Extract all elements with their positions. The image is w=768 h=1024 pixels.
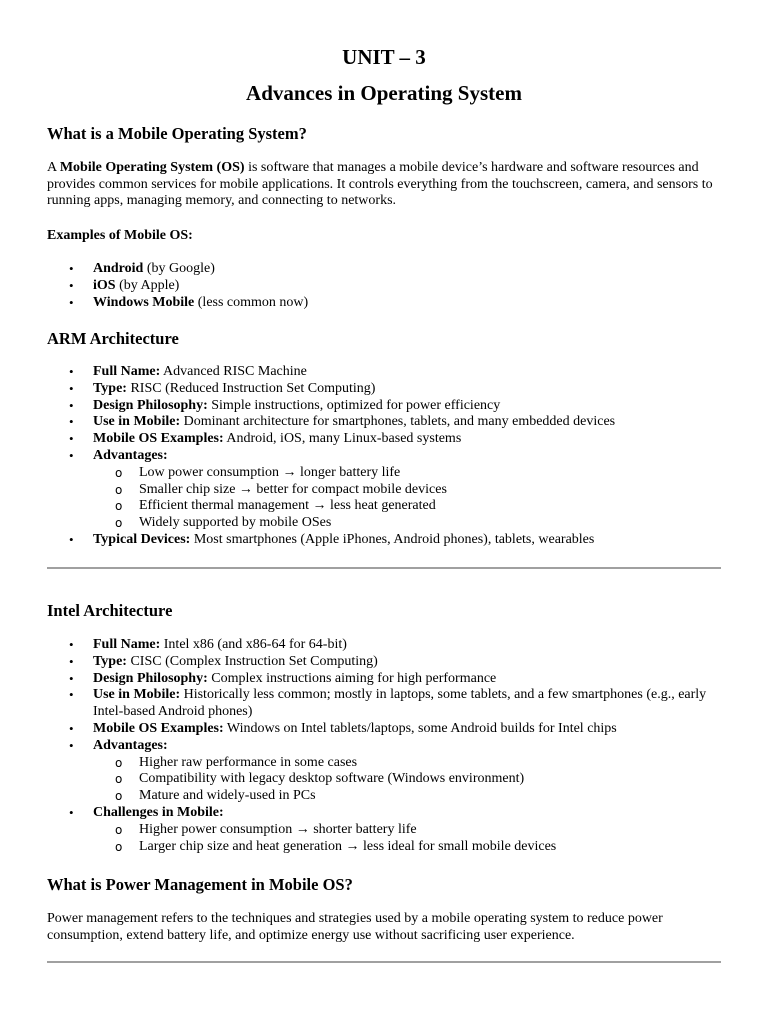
examples-list (93, 261, 733, 311)
sub-list-item: o Smaller chip size → better for compact mobile devices (139, 482, 733, 499)
horizontal-divider (47, 567, 721, 569)
sub-list-item: o Larger chip size and heat generation → less ideal for small mobile devices (139, 839, 733, 856)
section-heading-intel: Intel Architecture (47, 601, 173, 620)
intel-challenges-list (139, 822, 733, 856)
horizontal-divider (47, 961, 721, 963)
list-item: • Type: RISC (Reduced Instruction Set Computing) (93, 381, 733, 398)
arm-list (93, 364, 733, 549)
unit-heading: UNIT – 3 (342, 45, 426, 69)
list-item: • Use in Mobile: Dominant architecture for smartphones, tablets, and many embedded devices (93, 414, 733, 431)
intro-post: is software that manages a mobile device’s hardware and software resources and provides common services for mobile applications. It controls everything from the touchscreen, camera, and sensors to running apps, managing memory, and connecting to networks. (47, 160, 713, 209)
list-item: • Full Name: Intel x86 (and x86-64 for 64-bit) (93, 637, 733, 654)
list-item: • Type: CISC (Complex Instruction Set Computing) (93, 654, 733, 671)
sub-list-item: o Low power consumption → longer battery life (139, 465, 733, 482)
examples-label: Examples of Mobile OS: (47, 228, 193, 243)
list-item: • Advantages: o Higher raw performance in some cases o Compatibility with legacy desktop software (Windows environment) o Mature and widely-used in PCs (93, 738, 733, 805)
sub-list-item: o Mature and widely-used in PCs (139, 788, 733, 805)
list-item: • Design Philosophy: Complex instructions aiming for high performance (93, 671, 733, 688)
intel-list (93, 637, 733, 855)
sub-list-item: o Compatibility with legacy desktop software (Windows environment) (139, 771, 733, 788)
power-management-text: Power management refers to the techniques and strategies used by a mobile operating system to reduce power consumption, extend battery life, and optimize energy use without sacrificing user experience. (47, 911, 663, 943)
mobile-os-intro (47, 160, 727, 210)
section-heading-power-management: What is Power Management in Mobile OS? (47, 875, 353, 894)
list-item: • Typical Devices: Most smartphones (Apple iPhones, Android phones), tablets, wearables (93, 532, 733, 549)
sub-list-item: o Efficient thermal management → less heat generated (139, 498, 733, 515)
intro-bold-term: Mobile Operating System (OS) (59, 160, 245, 175)
list-item: • Mobile OS Examples: Windows on Intel tablets/laptops, some Android builds for Intel chips (93, 721, 733, 738)
list-item: • Advantages: o Low power consumption → longer battery life o Smaller chip size → better for compact mobile devices o Efficient thermal management → less heat generated o Widely supported by mobile OSes (93, 448, 733, 532)
list-item: • Design Philosophy: Simple instructions, optimized for power efficiency (93, 398, 733, 415)
sub-list-item: o Widely supported by mobile OSes (139, 515, 733, 532)
section-heading-mobile-os: What is a Mobile Operating System? (47, 124, 307, 143)
list-item: • Android (by Google) (93, 261, 733, 278)
document-title: Advances in Operating System (246, 81, 522, 105)
list-item: • iOS (by Apple) (93, 278, 733, 295)
list-item: • Full Name: Advanced RISC Machine (93, 364, 733, 381)
sub-list-item: o Higher power consumption → shorter battery life (139, 822, 733, 839)
intel-advantages-list (139, 755, 733, 805)
list-item: • Mobile OS Examples: Android, iOS, many Linux-based systems (93, 431, 733, 448)
section-heading-arm: ARM Architecture (47, 329, 179, 348)
sub-list-item: o Higher raw performance in some cases (139, 755, 733, 772)
list-item: • Windows Mobile (less common now) (93, 295, 733, 312)
arm-advantages-list (139, 465, 733, 532)
list-item: • Use in Mobile: Historically less common; mostly in laptops, some tablets, and a few smartphones (e.g., early Intel-based Android phones) (93, 687, 733, 721)
list-item: • Challenges in Mobile: o Higher power consumption → shorter battery life o Larger chip size and heat generation → less ideal for small mobile devices (93, 805, 733, 855)
intro-pre: A (47, 160, 60, 175)
